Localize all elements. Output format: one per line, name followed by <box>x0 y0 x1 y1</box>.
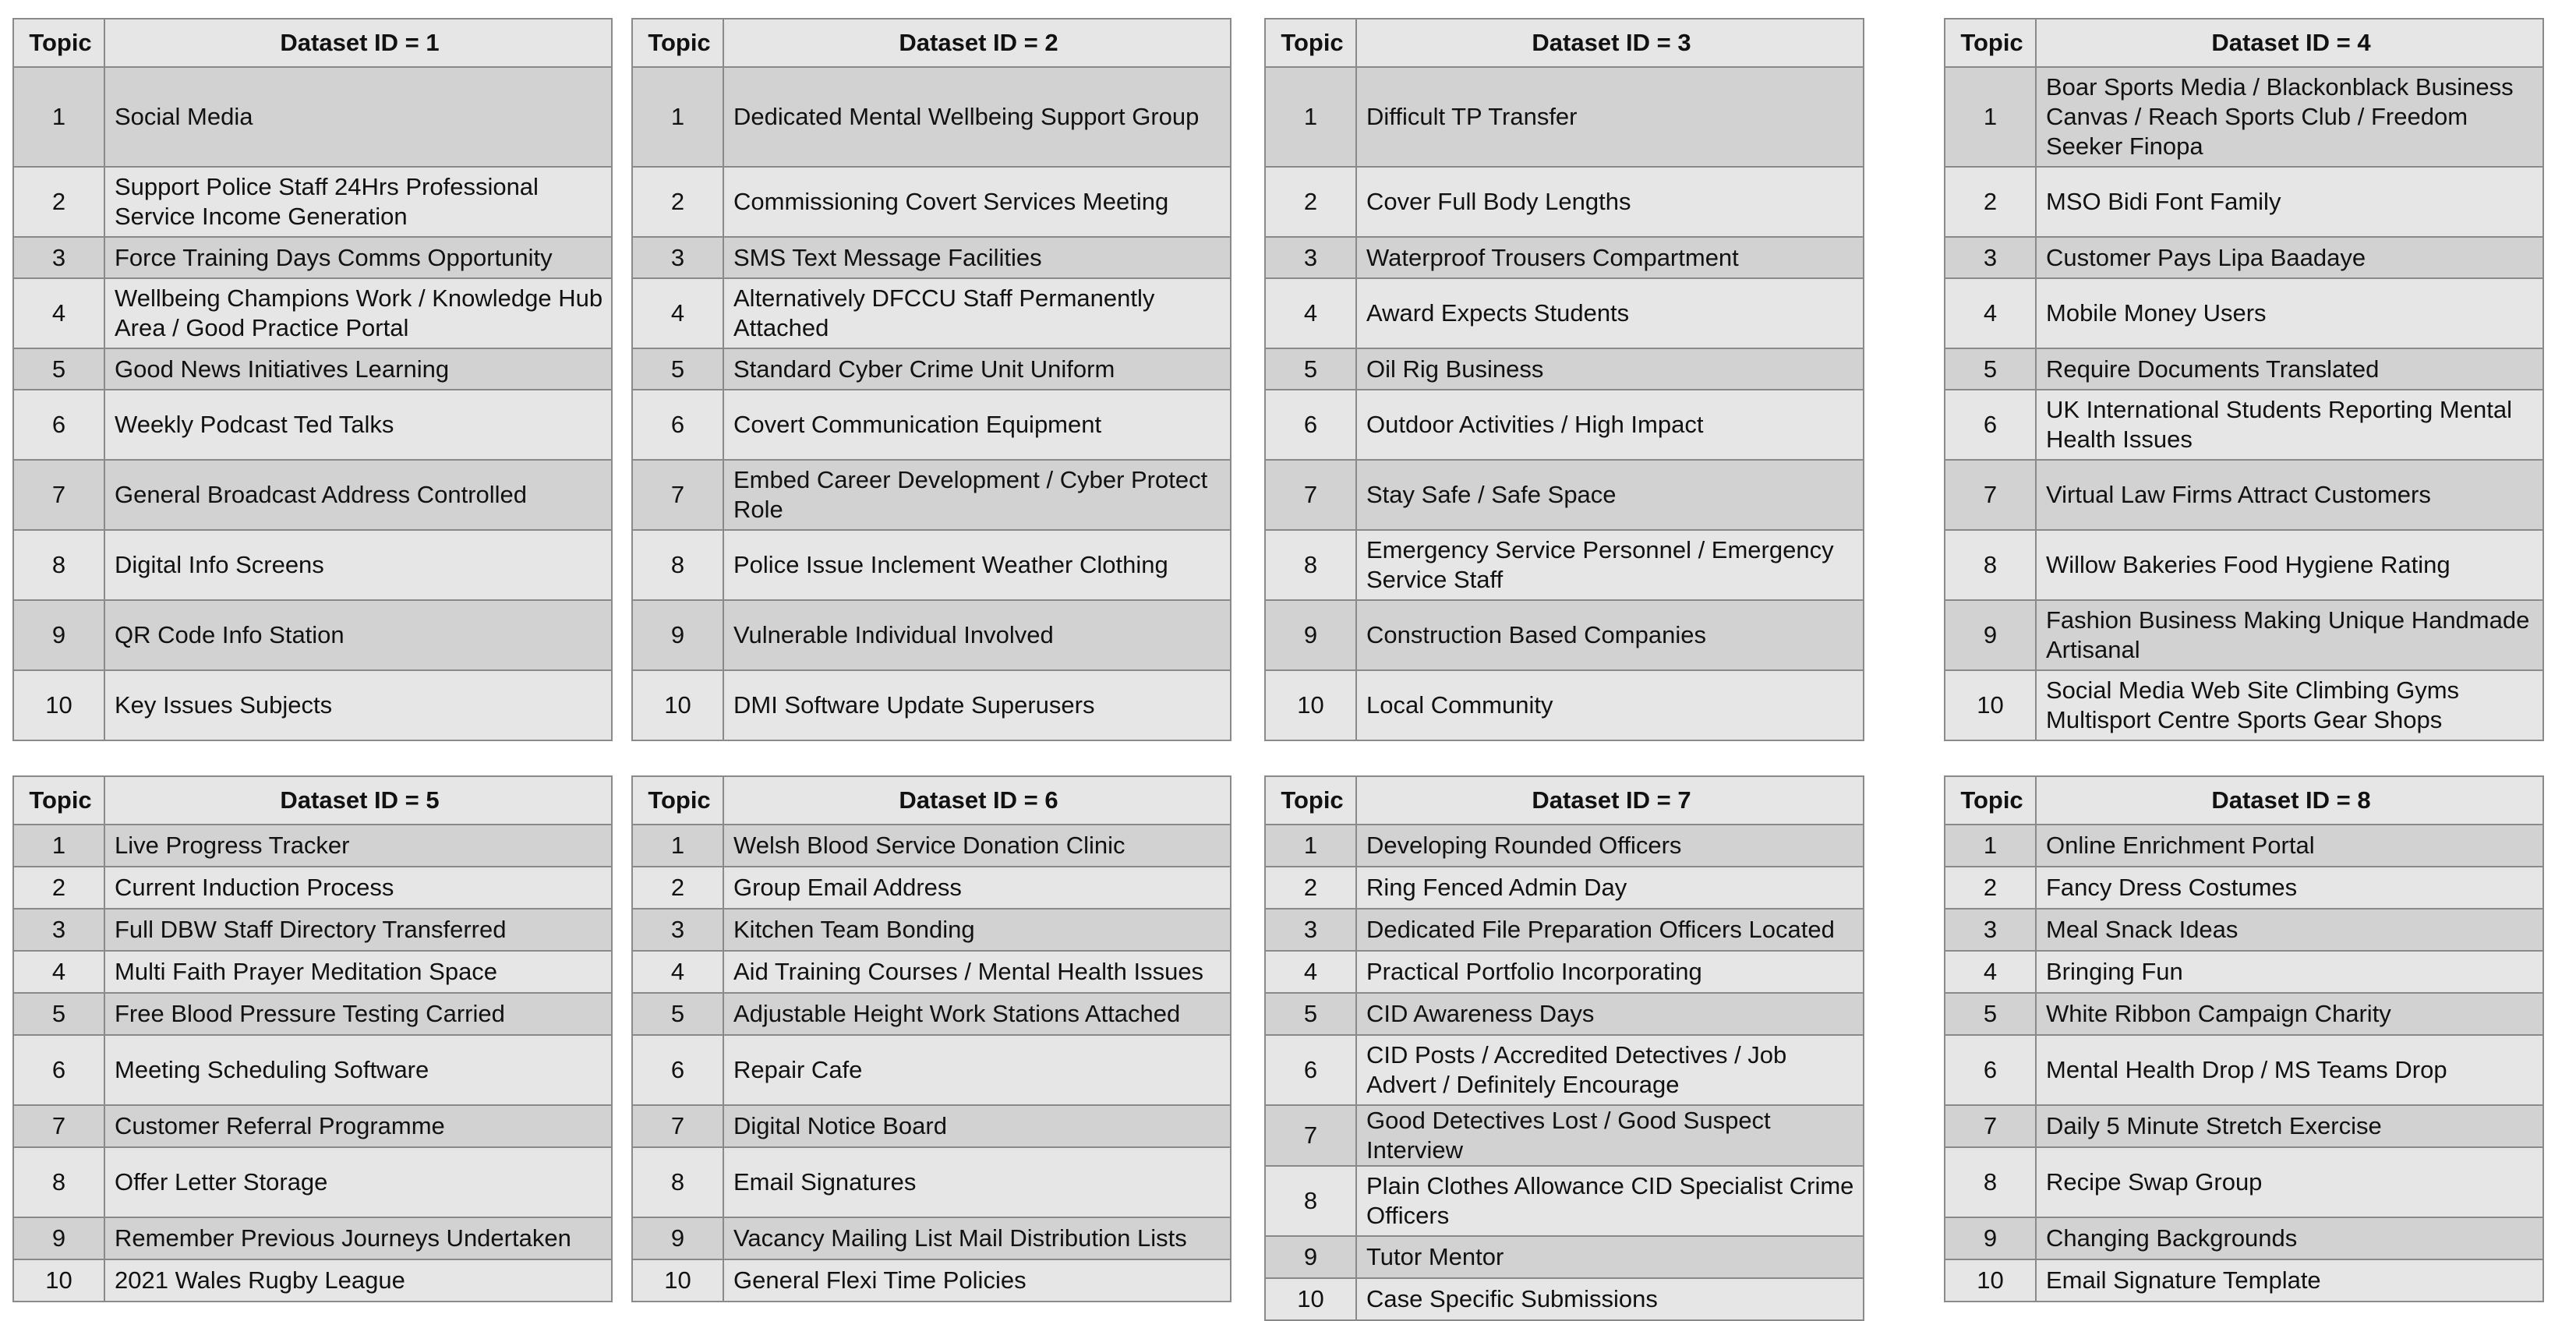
topic-number: 9 <box>632 600 723 670</box>
table-row <box>1945 530 2543 600</box>
table-row <box>1265 237 1864 278</box>
table-row <box>1265 67 1864 167</box>
topic-terms: DMI Software Update Superusers <box>723 670 1231 740</box>
topic-terms: Waterproof Trousers Compartment <box>1356 237 1864 278</box>
topic-terms: Aid Training Courses / Mental Health Issues <box>723 951 1231 993</box>
table-row <box>1945 348 2543 390</box>
table-row <box>632 993 1231 1035</box>
topic-terms: General Flexi Time Policies <box>723 1259 1231 1302</box>
topic-number: 2 <box>1265 867 1356 909</box>
topic-terms: Mental Health Drop / MS Teams Drop <box>2036 1035 2543 1105</box>
table-row <box>1945 1259 2543 1302</box>
table-row <box>13 460 612 530</box>
topic-number: 9 <box>632 1217 723 1259</box>
topic-column-header: Topic <box>13 776 104 825</box>
table-header-row <box>13 19 612 67</box>
topic-number: 10 <box>632 670 723 740</box>
topic-terms: Difficult TP Transfer <box>1356 67 1864 167</box>
topic-number: 5 <box>1945 348 2036 390</box>
table-row <box>632 670 1231 740</box>
table-row <box>1945 909 2543 951</box>
dataset-header: Dataset ID = 7 <box>1356 776 1864 825</box>
topic-terms: Meal Snack Ideas <box>2036 909 2543 951</box>
topic-terms: Covert Communication Equipment <box>723 390 1231 460</box>
topic-column-header: Topic <box>1945 776 2036 825</box>
table-row <box>13 1035 612 1105</box>
dataset-header: Dataset ID = 1 <box>104 19 612 67</box>
topic-terms: Changing Backgrounds <box>2036 1217 2543 1259</box>
topic-terms: Digital Notice Board <box>723 1105 1231 1147</box>
topic-number: 8 <box>1945 530 2036 600</box>
table-row <box>13 1217 612 1259</box>
table-row <box>632 867 1231 909</box>
dataset-4-table <box>1944 18 2544 741</box>
table-row <box>13 348 612 390</box>
topic-terms: Good Detectives Lost / Good Suspect Interview <box>1356 1105 1864 1166</box>
table-row <box>13 67 612 167</box>
topic-terms: Email Signatures <box>723 1147 1231 1217</box>
topic-terms: Force Training Days Comms Opportunity <box>104 237 612 278</box>
topic-terms: Fancy Dress Costumes <box>2036 867 2543 909</box>
topic-terms: Virtual Law Firms Attract Customers <box>2036 460 2543 530</box>
topic-terms: Email Signature Template <box>2036 1259 2543 1302</box>
table-row <box>1265 278 1864 348</box>
table-header-row <box>13 776 612 825</box>
table-row <box>13 1147 612 1217</box>
dataset-2-table <box>631 18 1231 741</box>
dataset-header: Dataset ID = 6 <box>723 776 1231 825</box>
topic-terms: General Broadcast Address Controlled <box>104 460 612 530</box>
table-row <box>1945 1147 2543 1217</box>
table-row <box>13 1259 612 1302</box>
table-header-row <box>1265 776 1864 825</box>
topic-terms: Meeting Scheduling Software <box>104 1035 612 1105</box>
table-row <box>1265 909 1864 951</box>
topic-terms: Dedicated Mental Wellbeing Support Group <box>723 67 1231 167</box>
topic-terms: Support Police Staff 24Hrs Professional Service Income Generation <box>104 167 612 237</box>
topic-column-header: Topic <box>13 19 104 67</box>
topic-number: 6 <box>13 1035 104 1105</box>
table-header-row <box>632 19 1231 67</box>
topic-number: 3 <box>632 237 723 278</box>
dataset-header: Dataset ID = 2 <box>723 19 1231 67</box>
dataset-6-table <box>631 775 1231 1302</box>
dataset-7-table <box>1264 775 1864 1321</box>
table-row <box>632 530 1231 600</box>
topic-number: 3 <box>1265 909 1356 951</box>
table-row <box>13 909 612 951</box>
topic-number: 7 <box>13 1105 104 1147</box>
topic-terms: Fashion Business Making Unique Handmade Artisanal <box>2036 600 2543 670</box>
topic-number: 5 <box>13 348 104 390</box>
table-row <box>1265 825 1864 867</box>
table-row <box>13 993 612 1035</box>
topic-number: 5 <box>632 348 723 390</box>
topic-number: 3 <box>632 909 723 951</box>
topic-number: 5 <box>632 993 723 1035</box>
topic-number: 7 <box>13 460 104 530</box>
table-row <box>13 390 612 460</box>
topic-terms: Online Enrichment Portal <box>2036 825 2543 867</box>
topic-terms: Commissioning Covert Services Meeting <box>723 167 1231 237</box>
topic-number: 6 <box>1265 390 1356 460</box>
topic-terms: Require Documents Translated <box>2036 348 2543 390</box>
table-row <box>632 909 1231 951</box>
table-row <box>13 825 612 867</box>
table-row <box>1945 951 2543 993</box>
topic-column-header: Topic <box>632 19 723 67</box>
table-row <box>632 1259 1231 1302</box>
topic-terms: Practical Portfolio Incorporating <box>1356 951 1864 993</box>
topic-number: 6 <box>632 1035 723 1105</box>
table-row <box>1265 600 1864 670</box>
topic-terms: Recipe Swap Group <box>2036 1147 2543 1217</box>
dataset-header: Dataset ID = 8 <box>2036 776 2543 825</box>
topic-number: 2 <box>1945 867 2036 909</box>
topic-number: 9 <box>1945 600 2036 670</box>
topic-number: 7 <box>1265 1105 1356 1166</box>
topic-terms: Kitchen Team Bonding <box>723 909 1231 951</box>
topic-number: 8 <box>13 1147 104 1217</box>
topic-number: 5 <box>1945 993 2036 1035</box>
table-row <box>1945 993 2543 1035</box>
topic-number: 3 <box>13 237 104 278</box>
topic-terms: Mobile Money Users <box>2036 278 2543 348</box>
topic-terms: Case Specific Submissions <box>1356 1278 1864 1320</box>
topic-number: 5 <box>1265 993 1356 1035</box>
topic-number: 1 <box>1945 825 2036 867</box>
topic-terms: Current Induction Process <box>104 867 612 909</box>
table-row <box>632 390 1231 460</box>
topic-terms: Local Community <box>1356 670 1864 740</box>
topic-number: 7 <box>632 1105 723 1147</box>
table-row <box>1945 867 2543 909</box>
topic-terms: Adjustable Height Work Stations Attached <box>723 993 1231 1035</box>
topic-number: 4 <box>1265 951 1356 993</box>
topic-terms: Police Issue Inclement Weather Clothing <box>723 530 1231 600</box>
table-row <box>1265 1035 1864 1105</box>
table-row <box>632 1035 1231 1105</box>
topic-terms: Daily 5 Minute Stretch Exercise <box>2036 1105 2543 1147</box>
topic-number: 10 <box>632 1259 723 1302</box>
table-row <box>1945 237 2543 278</box>
topic-number: 1 <box>13 67 104 167</box>
table-row <box>1945 600 2543 670</box>
topic-number: 5 <box>1265 348 1356 390</box>
table-row <box>1945 67 2543 167</box>
table-row <box>13 867 612 909</box>
topic-number: 6 <box>1945 390 2036 460</box>
table-row <box>632 67 1231 167</box>
table-row <box>1265 460 1864 530</box>
dataset-header: Dataset ID = 3 <box>1356 19 1864 67</box>
table-row <box>632 951 1231 993</box>
topic-terms: Vacancy Mailing List Mail Distribution Lists <box>723 1217 1231 1259</box>
table-row <box>13 670 612 740</box>
topic-terms: QR Code Info Station <box>104 600 612 670</box>
topic-number: 10 <box>1945 1259 2036 1302</box>
dataset-8-table <box>1944 775 2544 1302</box>
table-row <box>632 460 1231 530</box>
table-row <box>1265 867 1864 909</box>
topic-number: 10 <box>13 670 104 740</box>
topic-number: 2 <box>13 867 104 909</box>
topic-number: 8 <box>13 530 104 600</box>
table-row <box>1265 1105 1864 1166</box>
topic-number: 1 <box>1945 67 2036 167</box>
table-row <box>1945 1217 2543 1259</box>
table-row <box>632 600 1231 670</box>
table-row <box>632 1147 1231 1217</box>
table-row <box>1265 348 1864 390</box>
table-row <box>13 600 612 670</box>
topic-terms: Plain Clothes Allowance CID Specialist Crime Officers <box>1356 1166 1864 1236</box>
dataset-header: Dataset ID = 4 <box>2036 19 2543 67</box>
table-row <box>1265 993 1864 1035</box>
topic-number: 1 <box>13 825 104 867</box>
topic-terms: Multi Faith Prayer Meditation Space <box>104 951 612 993</box>
topic-terms: Social Media <box>104 67 612 167</box>
topic-terms: SMS Text Message Facilities <box>723 237 1231 278</box>
topic-terms: Good News Initiatives Learning <box>104 348 612 390</box>
dataset-5-table <box>12 775 613 1302</box>
table-row <box>13 530 612 600</box>
table-row <box>632 167 1231 237</box>
topic-number: 9 <box>1265 1236 1356 1278</box>
topic-number: 8 <box>632 1147 723 1217</box>
topic-number: 8 <box>1945 1147 2036 1217</box>
topic-terms: Repair Cafe <box>723 1035 1231 1105</box>
table-row <box>1945 390 2543 460</box>
topic-number: 4 <box>1945 951 2036 993</box>
table-header-row <box>1945 19 2543 67</box>
topic-number: 2 <box>632 867 723 909</box>
table-row <box>1265 530 1864 600</box>
dataset-3-table <box>1264 18 1864 741</box>
topic-terms: Ring Fenced Admin Day <box>1356 867 1864 909</box>
topic-terms: Group Email Address <box>723 867 1231 909</box>
topic-number: 10 <box>13 1259 104 1302</box>
topic-terms: Tutor Mentor <box>1356 1236 1864 1278</box>
topic-number: 4 <box>13 951 104 993</box>
table-row <box>632 1217 1231 1259</box>
topic-terms: Bringing Fun <box>2036 951 2543 993</box>
topic-number: 6 <box>1945 1035 2036 1105</box>
topic-terms: Outdoor Activities / High Impact <box>1356 390 1864 460</box>
table-row <box>1945 1105 2543 1147</box>
table-row <box>1945 460 2543 530</box>
topic-column-header: Topic <box>632 776 723 825</box>
topic-terms: White Ribbon Campaign Charity <box>2036 993 2543 1035</box>
topic-terms: Construction Based Companies <box>1356 600 1864 670</box>
topic-number: 5 <box>13 993 104 1035</box>
topic-terms: Social Media Web Site Climbing Gyms Multisport Centre Sports Gear Shops <box>2036 670 2543 740</box>
topic-number: 6 <box>13 390 104 460</box>
topic-terms: Willow Bakeries Food Hygiene Rating <box>2036 530 2543 600</box>
topic-number: 2 <box>1945 167 2036 237</box>
topic-terms: Full DBW Staff Directory Transferred <box>104 909 612 951</box>
table-header-row <box>632 776 1231 825</box>
topic-number: 9 <box>13 1217 104 1259</box>
topic-terms: Embed Career Development / Cyber Protect Role <box>723 460 1231 530</box>
topic-terms: Weekly Podcast Ted Talks <box>104 390 612 460</box>
topic-number: 8 <box>1265 530 1356 600</box>
table-row <box>1945 278 2543 348</box>
topic-number: 1 <box>1265 67 1356 167</box>
topic-number: 7 <box>1945 1105 2036 1147</box>
topic-number: 9 <box>1265 600 1356 670</box>
table-row <box>1945 1035 2543 1105</box>
topic-terms: 2021 Wales Rugby League <box>104 1259 612 1302</box>
topic-terms: Stay Safe / Safe Space <box>1356 460 1864 530</box>
table-row <box>1265 390 1864 460</box>
topic-number: 2 <box>1265 167 1356 237</box>
topic-terms: Boar Sports Media / Blackonblack Business Canvas / Reach Sports Club / Freedom Seeker Finopa <box>2036 67 2543 167</box>
topic-terms: Wellbeing Champions Work / Knowledge Hub Area / Good Practice Portal <box>104 278 612 348</box>
table-row <box>1265 670 1864 740</box>
table-row <box>1265 1236 1864 1278</box>
topic-number: 3 <box>1265 237 1356 278</box>
topic-number: 8 <box>1265 1166 1356 1236</box>
table-row <box>1265 951 1864 993</box>
topic-number: 9 <box>1945 1217 2036 1259</box>
topic-column-header: Topic <box>1265 19 1356 67</box>
topic-number: 7 <box>632 460 723 530</box>
topic-terms: Dedicated File Preparation Officers Located <box>1356 909 1864 951</box>
topic-number: 4 <box>632 951 723 993</box>
table-row <box>1945 167 2543 237</box>
table-row <box>632 278 1231 348</box>
topic-terms: MSO Bidi Font Family <box>2036 167 2543 237</box>
table-row <box>632 237 1231 278</box>
topic-terms: Developing Rounded Officers <box>1356 825 1864 867</box>
table-row <box>13 951 612 993</box>
topic-column-header: Topic <box>1945 19 2036 67</box>
topic-number: 9 <box>13 600 104 670</box>
topic-column-header: Topic <box>1265 776 1356 825</box>
topic-number: 10 <box>1265 670 1356 740</box>
topic-terms: Award Expects Students <box>1356 278 1864 348</box>
topic-terms: Customer Referral Programme <box>104 1105 612 1147</box>
topic-terms: Vulnerable Individual Involved <box>723 600 1231 670</box>
topic-number: 7 <box>1265 460 1356 530</box>
dataset-1-table <box>12 18 613 741</box>
table-row <box>13 1105 612 1147</box>
table-row <box>13 278 612 348</box>
topic-number: 10 <box>1265 1278 1356 1320</box>
topic-number: 3 <box>13 909 104 951</box>
topic-terms: CID Posts / Accredited Detectives / Job Advert / Definitely Encourage <box>1356 1035 1864 1105</box>
topic-terms: Oil Rig Business <box>1356 348 1864 390</box>
topic-number: 2 <box>13 167 104 237</box>
topic-number: 2 <box>632 167 723 237</box>
topic-number: 7 <box>1945 460 2036 530</box>
topic-terms: Customer Pays Lipa Baadaye <box>2036 237 2543 278</box>
topic-number: 1 <box>632 825 723 867</box>
topic-number: 10 <box>1945 670 2036 740</box>
topic-number: 4 <box>13 278 104 348</box>
topic-terms: Digital Info Screens <box>104 530 612 600</box>
table-header-row <box>1265 19 1864 67</box>
table-row <box>1945 670 2543 740</box>
topic-number: 4 <box>632 278 723 348</box>
table-row <box>13 167 612 237</box>
topic-terms: Remember Previous Journeys Undertaken <box>104 1217 612 1259</box>
table-row <box>632 1105 1231 1147</box>
dataset-header: Dataset ID = 5 <box>104 776 612 825</box>
table-header-row <box>1945 776 2543 825</box>
topic-terms: Welsh Blood Service Donation Clinic <box>723 825 1231 867</box>
table-row <box>1265 1278 1864 1320</box>
topic-terms: UK International Students Reporting Mental Health Issues <box>2036 390 2543 460</box>
topic-terms: Alternatively DFCCU Staff Permanently Attached <box>723 278 1231 348</box>
topic-number: 3 <box>1945 909 2036 951</box>
topic-terms: Offer Letter Storage <box>104 1147 612 1217</box>
topic-terms: CID Awareness Days <box>1356 993 1864 1035</box>
table-row <box>1265 1166 1864 1236</box>
topic-number: 4 <box>1265 278 1356 348</box>
topic-number: 3 <box>1945 237 2036 278</box>
topic-number: 4 <box>1945 278 2036 348</box>
topic-number: 8 <box>632 530 723 600</box>
table-row <box>632 825 1231 867</box>
topic-number: 6 <box>1265 1035 1356 1105</box>
topic-terms: Live Progress Tracker <box>104 825 612 867</box>
table-row <box>632 348 1231 390</box>
table-row <box>1265 167 1864 237</box>
table-row <box>1945 825 2543 867</box>
topic-terms: Standard Cyber Crime Unit Uniform <box>723 348 1231 390</box>
topic-number: 1 <box>632 67 723 167</box>
topic-terms: Key Issues Subjects <box>104 670 612 740</box>
topic-terms: Emergency Service Personnel / Emergency Service Staff <box>1356 530 1864 600</box>
topic-number: 1 <box>1265 825 1356 867</box>
topic-number: 6 <box>632 390 723 460</box>
table-row <box>13 237 612 278</box>
topic-terms: Cover Full Body Lengths <box>1356 167 1864 237</box>
topic-terms: Free Blood Pressure Testing Carried <box>104 993 612 1035</box>
